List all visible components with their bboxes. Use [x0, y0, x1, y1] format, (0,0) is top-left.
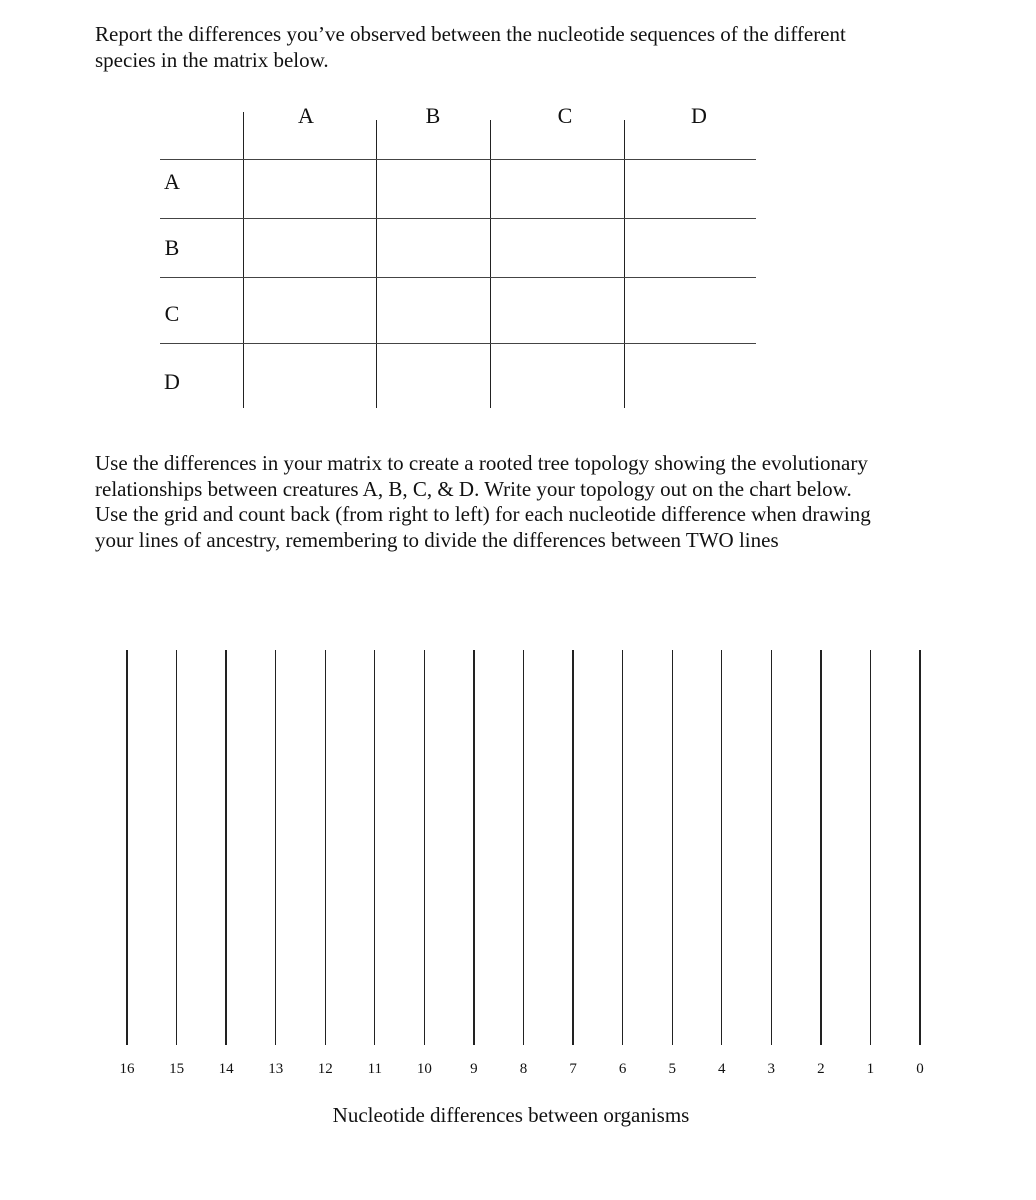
chart-grid-line — [672, 650, 673, 1045]
chart-grid-line — [176, 650, 177, 1045]
tick-label: 0 — [916, 1061, 924, 1077]
matrix-hline — [160, 277, 756, 278]
tick-label: 6 — [618, 1061, 627, 1077]
matrix-vline — [624, 120, 625, 408]
axis-title: Nucleotide differences between organisms — [332, 1103, 690, 1127]
chart-grid-line — [473, 650, 474, 1045]
matrix-hline — [160, 343, 756, 344]
intro-line-1: Report the differences you’ve observed between the nucleotide sequences of the different — [95, 22, 846, 46]
matrix-row-header-d: D — [164, 369, 180, 394]
matrix-row-header-c: C — [164, 301, 180, 326]
matrix-row-header-a: A — [164, 169, 180, 194]
tick-label: 7 — [569, 1061, 577, 1077]
tick-label: 3 — [767, 1061, 776, 1077]
chart-grid-line — [374, 650, 375, 1045]
matrix-col-header-c: C — [557, 103, 573, 128]
chart-grid-line — [126, 650, 127, 1045]
chart-grid-line — [572, 650, 573, 1045]
instruction-line-2: relationships between creatures A, B, C, & D. Write your topology out on the chart below. — [95, 476, 852, 501]
instruction-line-4: your lines of ancestry, remembering to divide the differences between TWO lines — [95, 527, 779, 552]
tick-label: 10 — [416, 1061, 432, 1077]
matrix-row-header-b: B — [164, 235, 180, 260]
intro-paragraph — [95, 22, 846, 73]
tick-label: 16 — [119, 1061, 135, 1077]
chart-grid-line — [771, 650, 772, 1045]
tick-label: 4 — [718, 1061, 726, 1077]
matrix-vline — [243, 112, 244, 408]
chart-grid-line — [919, 650, 920, 1045]
chart-grid-line — [622, 650, 623, 1045]
instruction-line-1: Use the differences in your matrix to create a rooted tree topology showing the evolutionary — [95, 451, 868, 475]
matrix-vline — [376, 120, 377, 408]
tick-label: 14 — [218, 1061, 234, 1077]
matrix-col-header-a: A — [298, 103, 314, 128]
chart-grid-line — [225, 650, 226, 1045]
tick-label: 5 — [668, 1061, 676, 1077]
tick-label: 8 — [519, 1061, 528, 1077]
matrix-vline — [490, 120, 491, 408]
tick-label: 1 — [866, 1061, 875, 1077]
tick-label: 12 — [317, 1061, 333, 1077]
intro-line-2: species in the matrix below. — [95, 47, 329, 72]
chart-grid-line — [721, 650, 722, 1045]
chart-grid-line — [870, 650, 871, 1045]
tick-label: 2 — [817, 1061, 825, 1077]
matrix-col-header-d: D — [691, 103, 707, 128]
tick-label: 9 — [470, 1061, 478, 1077]
tick-label: 15 — [169, 1061, 185, 1077]
instructions-paragraph — [95, 451, 871, 553]
matrix-hline — [160, 218, 756, 219]
instruction-line-3: Use the grid and count back (from right to left) for each nucleotide difference when drawing — [95, 502, 871, 526]
chart-grid-line — [325, 650, 326, 1045]
tick-label: 13 — [268, 1061, 284, 1077]
matrix-hline — [160, 159, 756, 160]
chart-grid-line — [275, 650, 276, 1045]
tick-label: 11 — [367, 1061, 383, 1077]
chart-grid-line — [820, 650, 821, 1045]
chart-grid-line — [523, 650, 524, 1045]
matrix-col-header-b: B — [425, 103, 441, 128]
chart-grid-line — [424, 650, 425, 1045]
